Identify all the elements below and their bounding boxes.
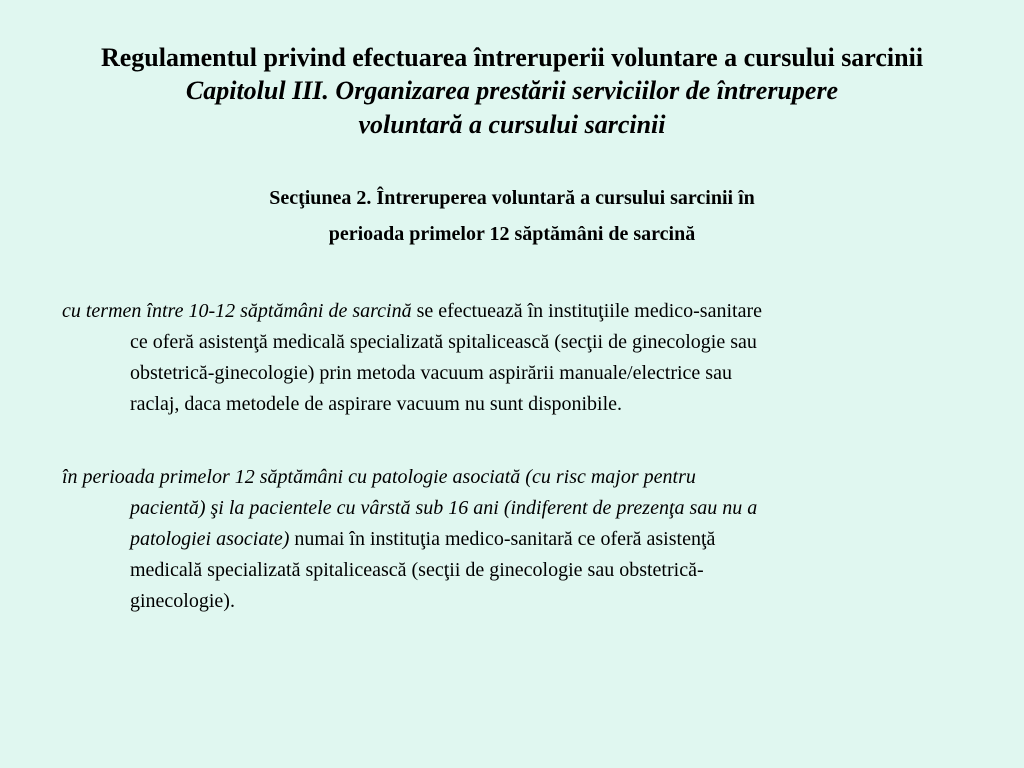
- paragraph-text: numai în instituţia medico-sanitară ce oferă asistenţă: [289, 528, 716, 550]
- paragraph-line: medicală specializată spitalicească (secţii de ginecologie sau obstetrică-: [130, 559, 704, 581]
- paragraph-associated-pathology: [62, 462, 972, 617]
- regulation-title: Regulamentul privind efectuarea întreruperii voluntare a cursului sarcinii: [100, 43, 924, 72]
- paragraph-line: în perioada primelor 12 săptămâni cu patologie asociată (cu risc major pentru: [62, 466, 696, 488]
- paragraph-term-10-12-weeks: [62, 296, 972, 420]
- paragraph-text: se efectuează în instituţiile medico-sanitare: [411, 300, 762, 322]
- section-heading: [40, 186, 984, 246]
- paragraph-line: [62, 524, 972, 555]
- paragraph-line: ginecologie).: [130, 590, 235, 612]
- section-heading-line1: Secţiunea 2. Întreruperea voluntară a cursului sarcinii în: [269, 187, 755, 209]
- paragraph-line: ce oferă asistenţă medicală specializată spitalicească (secţii de ginecologie sau: [130, 331, 757, 353]
- chapter-title-line1: Capitolul III. Organizarea prestării serviciilor de întrerupere: [185, 76, 839, 105]
- slide-title: [40, 42, 984, 142]
- section-heading-line2: perioada primelor 12 săptămâni de sarcină: [328, 223, 696, 245]
- paragraph-line: pacientă) şi la pacientele cu vârstă sub 16 ani (indiferent de prezenţa sau nu a: [130, 497, 758, 519]
- chapter-title-line2: voluntară a cursului sarcinii: [358, 110, 666, 139]
- paragraph-line: obstetrică-ginecologie) prin metoda vacuum aspirării manuale/electrice sau: [130, 362, 732, 384]
- paragraph-emphasis: patologiei asociate): [130, 528, 290, 550]
- paragraph-line: [62, 296, 972, 327]
- paragraph-emphasis: cu termen între 10-12 săptămâni de sarcină: [62, 300, 412, 322]
- paragraph-line: raclaj, daca metodele de aspirare vacuum nu sunt disponibile.: [130, 393, 623, 415]
